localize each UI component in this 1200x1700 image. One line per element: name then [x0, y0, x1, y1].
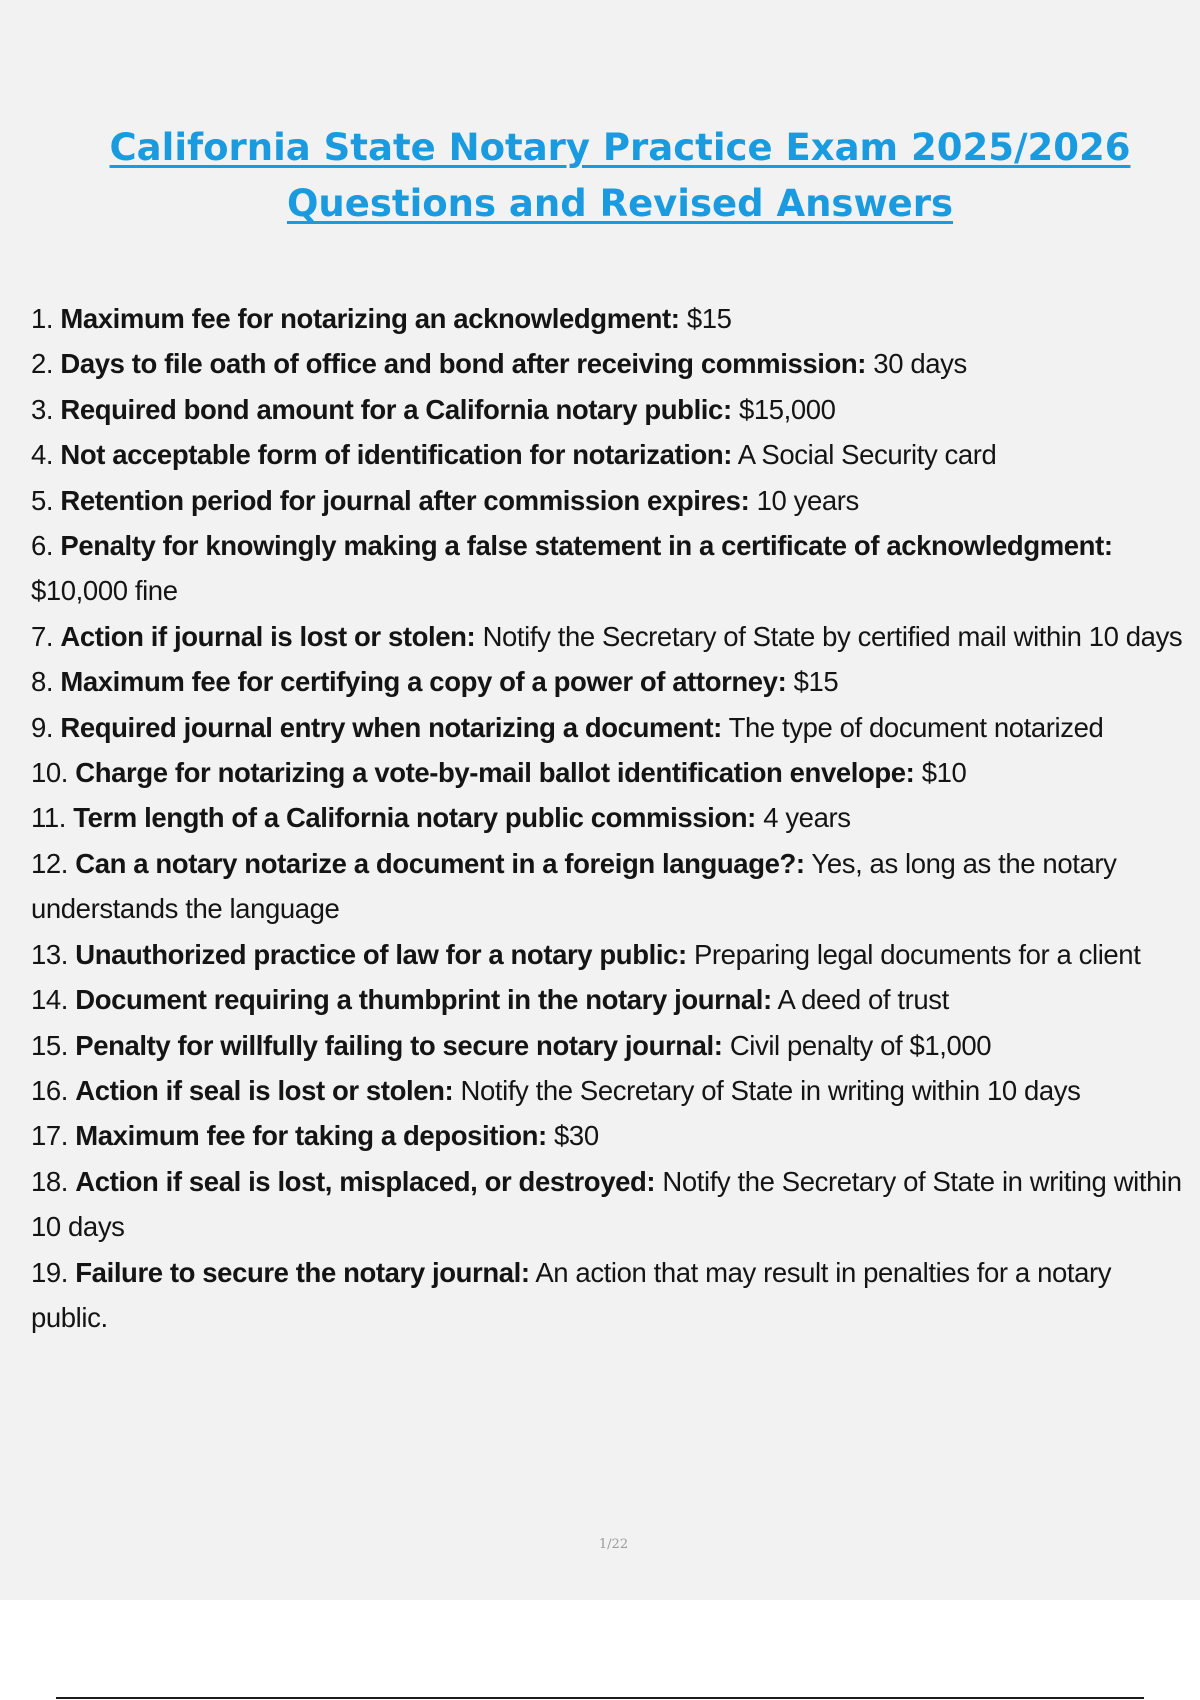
- qa-question: Unauthorized practice of law for a notary public:: [75, 938, 687, 970]
- qa-number: 9.: [31, 711, 54, 743]
- qa-answer: The type of document notarized: [728, 711, 1104, 743]
- qa-item: [31, 1159, 1193, 1250]
- qa-item: [31, 1068, 1193, 1113]
- qa-question: Action if seal is lost, misplaced, or destroyed:: [75, 1165, 656, 1197]
- qa-number: 19.: [31, 1256, 69, 1288]
- qa-question: Penalty for knowingly making a false statement in a certificate of acknowledgment:: [60, 530, 1113, 562]
- qa-item: [31, 478, 1193, 523]
- qa-number: 14.: [31, 984, 69, 1016]
- qa-answer: $15: [793, 666, 839, 698]
- qa-item: [31, 1250, 1193, 1341]
- qa-number: 2.: [31, 348, 54, 380]
- qa-item: [31, 614, 1193, 659]
- qa-question: Charge for notarizing a vote-by-mail ballot identification envelope:: [75, 757, 915, 789]
- qa-answer: Preparing legal documents for a client: [693, 938, 1141, 970]
- qa-answer: An action that may result in penalties for a notary public.: [31, 1256, 1112, 1333]
- qa-question: Penalty for willfully failing to secure notary journal:: [75, 1029, 723, 1061]
- qa-list: [31, 296, 1193, 1340]
- qa-question: Can a notary notarize a document in a foreign language?:: [75, 847, 805, 879]
- qa-answer: Notify the Secretary of State in writing within 10 days: [460, 1074, 1081, 1106]
- qa-question: Maximum fee for certifying a copy of a power of attorney:: [60, 666, 787, 698]
- qa-answer: 10 years: [756, 484, 859, 516]
- qa-answer: A Social Security card: [737, 439, 997, 471]
- qa-item: [31, 296, 1193, 341]
- qa-question: Required journal entry when notarizing a document:: [60, 711, 722, 743]
- qa-question: Maximum fee for notarizing an acknowledgment:: [60, 303, 680, 334]
- qa-answer: $15,000: [738, 393, 836, 425]
- title-line-2: Questions and Revised Answers: [286, 182, 954, 225]
- qa-question: Failure to secure the notary journal:: [75, 1256, 530, 1288]
- qa-answer: $30: [554, 1120, 599, 1152]
- qa-answer: $10: [921, 757, 967, 789]
- qa-answer: 30 days: [873, 348, 967, 380]
- qa-answer: Notify the Secretary of State in writing within 10 days: [31, 1165, 1182, 1243]
- qa-number: 1.: [31, 303, 54, 334]
- qa-answer: A deed of trust: [777, 984, 949, 1016]
- qa-item: [31, 795, 1193, 840]
- qa-answer: Yes, as long as the notary understands the language: [31, 847, 1117, 925]
- qa-number: 3.: [31, 393, 54, 425]
- qa-question: Required bond amount for a California notary public:: [60, 393, 732, 425]
- qa-item: [31, 932, 1193, 977]
- qa-number: 11.: [31, 802, 66, 834]
- qa-number: 4.: [31, 439, 54, 471]
- qa-question: Term length of a California notary public commission:: [73, 802, 756, 834]
- qa-number: 8.: [31, 666, 54, 698]
- qa-number: 5.: [31, 484, 54, 516]
- page-number: 1/22: [598, 1537, 629, 1552]
- qa-question: Maximum fee for taking a deposition:: [75, 1120, 547, 1152]
- qa-number: 16.: [31, 1074, 69, 1106]
- qa-item: [31, 1023, 1193, 1068]
- qa-answer: $15: [686, 303, 732, 334]
- qa-item: [31, 341, 1193, 386]
- qa-answer: 4 years: [763, 802, 851, 834]
- qa-answer: $10,000 fine: [31, 575, 178, 607]
- qa-number: 6.: [31, 530, 54, 562]
- qa-answer: Notify the Secretary of State by certified mail within 10 days: [482, 620, 1183, 652]
- qa-question: Days to file oath of office and bond after receiving commission:: [60, 348, 867, 380]
- title-line-1: California State Notary Practice Exam 2025/2026: [109, 126, 1131, 169]
- qa-number: 7.: [31, 620, 54, 652]
- qa-number: 17.: [31, 1120, 69, 1152]
- qa-item: [31, 659, 1193, 704]
- document-title: [60, 120, 1180, 232]
- qa-item: [31, 977, 1193, 1022]
- qa-number: 18.: [31, 1165, 69, 1197]
- qa-answer: Civil penalty of $1,000: [729, 1029, 992, 1061]
- qa-number: 10.: [31, 757, 69, 789]
- bottom-divider: [56, 1697, 1144, 1699]
- qa-item: [31, 1113, 1193, 1158]
- qa-number: 15.: [31, 1029, 69, 1061]
- qa-question: Action if journal is lost or stolen:: [60, 620, 476, 652]
- qa-item: [31, 750, 1193, 795]
- qa-number: 13.: [31, 938, 69, 970]
- qa-question: Document requiring a thumbprint in the notary journal:: [75, 984, 772, 1016]
- qa-item: [31, 432, 1193, 477]
- qa-item: [31, 523, 1193, 614]
- qa-item: [31, 705, 1193, 750]
- qa-number: 12.: [31, 847, 69, 879]
- qa-item: [31, 841, 1193, 932]
- qa-item: [31, 387, 1193, 432]
- qa-question: Not acceptable form of identification for notarization:: [60, 439, 733, 471]
- qa-question: Action if seal is lost or stolen:: [75, 1074, 454, 1106]
- qa-question: Retention period for journal after commission expires:: [60, 484, 750, 516]
